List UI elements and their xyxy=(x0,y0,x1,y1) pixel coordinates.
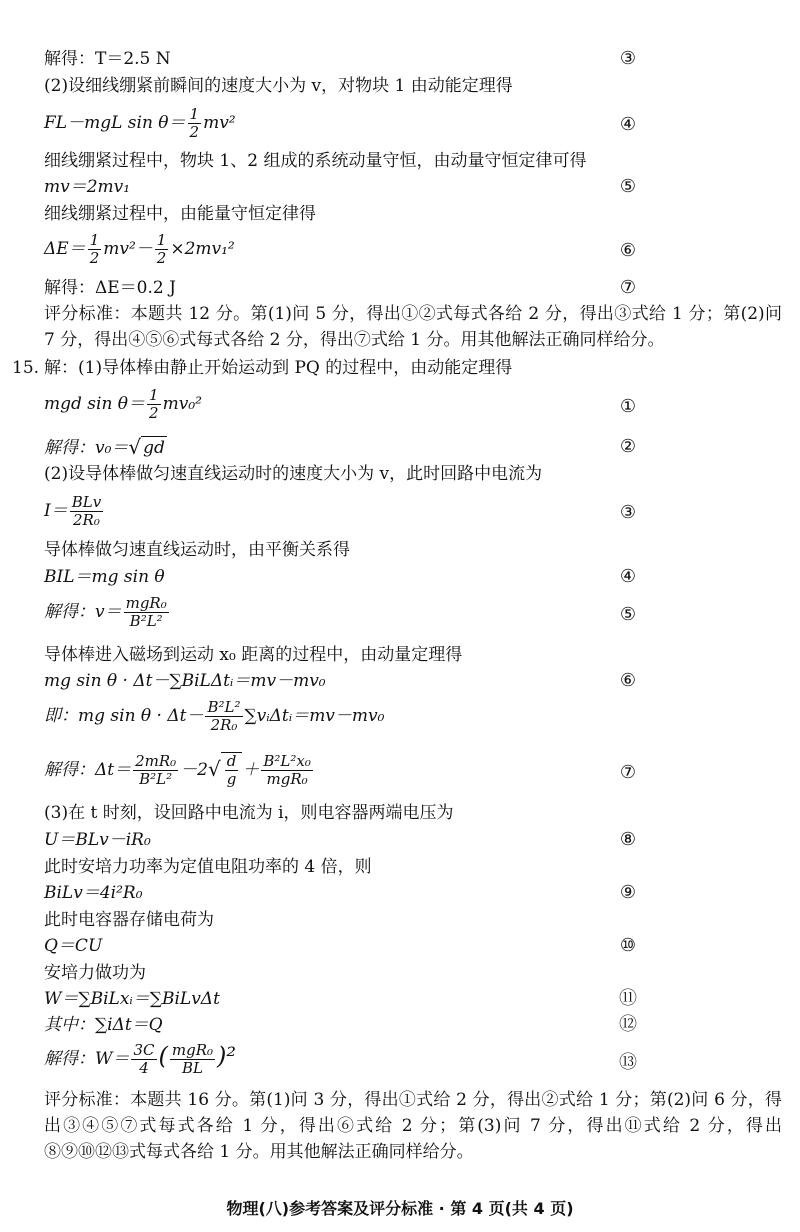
denominator: 2R₀ xyxy=(210,716,238,734)
denominator: 2 xyxy=(156,249,167,267)
fraction xyxy=(188,106,202,141)
q15-line-p2: (2)设导体棒做匀速直线运动时的速度大小为 v，此时回路中电流为 xyxy=(44,464,543,484)
q15-line-t11: 安培力做功为 xyxy=(44,963,146,983)
denominator: 2 xyxy=(149,404,159,422)
paren-close: )² xyxy=(217,1042,237,1070)
numerator: B²L² xyxy=(207,698,241,716)
q14-eq-6 xyxy=(44,232,644,267)
q15-eq-1 xyxy=(44,387,644,422)
fraction xyxy=(124,595,169,630)
sqrt-body: gd xyxy=(143,438,165,458)
q14-eq-4 xyxy=(44,106,644,141)
eq-marker: ⑬ xyxy=(619,1052,637,1073)
numerator: 2mR₀ xyxy=(135,752,177,770)
q15-line-t4: 导体棒做匀速直线运动时，由平衡关系得 xyxy=(44,540,350,560)
fraction xyxy=(133,753,178,788)
denominator: B²L² xyxy=(139,770,173,788)
eq-text: mv²－ xyxy=(103,239,153,259)
q15-scoring: 评分标准：本题共 16 分。第(1)问 3 分，得出①式给 2 分，得出②式给 1 分；第(2)问 6 分，得出③④⑤⑦式每式各给 1 分，得出⑥式给 2 分；第(3)问 7 分，得出⑪式给 2 分，得出⑧⑨⑩⑫⑬式每式各给 1 分。用其他解法正确同样给分。 xyxy=(44,1090,782,1162)
eq-marker: ⑪ xyxy=(619,988,637,1009)
eq-marker: ⑧ xyxy=(619,829,637,850)
numerator: mgR₀ xyxy=(171,1041,214,1059)
question-number: 15. xyxy=(12,358,40,378)
sqrt-body xyxy=(221,752,243,788)
eq-text: ＋ xyxy=(242,760,260,780)
eq-marker: ⑦ xyxy=(619,277,637,298)
numerator: BLv xyxy=(71,493,102,511)
q15-head: 解：(1)导体棒由静止开始运动到 PQ 的过程中，由动能定理得 xyxy=(44,358,513,378)
numerator: 1 xyxy=(156,231,167,249)
q15-eq-4: BIL＝mg sin θ xyxy=(44,567,165,587)
numerator: 1 xyxy=(89,231,100,249)
eq-text: mv₀² xyxy=(162,394,202,414)
q14-line-8: 解得：ΔE＝0.2 J xyxy=(44,278,176,298)
denominator: 2 xyxy=(189,123,200,141)
eq-text: 解得：W＝ xyxy=(44,1049,130,1069)
eq-text: mv² xyxy=(203,113,236,133)
fraction xyxy=(155,232,169,267)
eq-text: 即：mg sin θ · Δt－ xyxy=(44,706,204,726)
eq-marker: ⑥ xyxy=(619,240,637,261)
fraction xyxy=(131,1042,156,1077)
q15-line-t6: 导体棒进入磁场到运动 x₀ 距离的过程中，由动量定理得 xyxy=(44,645,463,665)
fraction xyxy=(225,753,239,788)
q15-eq-10: Q＝CU xyxy=(44,936,103,956)
denominator: mgR₀ xyxy=(266,770,308,788)
eq-marker: ⑫ xyxy=(619,1014,637,1035)
eq-marker: ③ xyxy=(619,48,637,69)
eq-text: mgd sin θ＝ xyxy=(44,394,146,414)
eq-marker: ② xyxy=(619,436,637,457)
eq-marker: ⑤ xyxy=(619,604,637,625)
eq-text: ×2mv₁² xyxy=(170,239,235,259)
eq-text: ΔE＝ xyxy=(44,239,86,259)
eq-marker: ⑥ xyxy=(619,670,637,691)
q15-line-p3: (3)在 t 时刻，设回路中电流为 i，则电容器两端电压为 xyxy=(44,803,454,823)
fraction xyxy=(88,232,102,267)
q15-line-t9: 此时安培力功率为定值电阻功率的 4 倍，则 xyxy=(44,857,372,877)
numerator: mgR₀ xyxy=(125,594,167,612)
q15-eq-8: U＝BLv－iR₀ xyxy=(44,830,151,850)
q15-eq-7 xyxy=(44,752,644,788)
q15-eq-13 xyxy=(44,1042,644,1077)
page-footer: 物理(八)参考答案及评分标准 · 第 4 页(共 4 页) xyxy=(226,1199,574,1218)
q15-eq-5 xyxy=(44,595,644,630)
eq-text: 解得：v＝ xyxy=(44,602,122,622)
eq-marker: ⑨ xyxy=(619,882,637,903)
q15-eq-2 xyxy=(44,436,644,459)
paren-open: ( xyxy=(158,1042,168,1070)
numerator: 3C xyxy=(133,1041,155,1059)
q15-eq-9: BiLv＝4i²R₀ xyxy=(44,883,143,903)
q14-line-4: 细线绷紧过程中，物块 1、2 组成的系统动量守恒，由动量守恒定律可得 xyxy=(44,151,587,171)
fraction xyxy=(70,494,103,529)
eq-text: ∑vᵢΔtᵢ＝mv－mv₀ xyxy=(244,706,385,726)
eq-marker: ⑩ xyxy=(619,935,637,956)
sqrt-sign: √ xyxy=(128,435,142,459)
numerator: B²L²x₀ xyxy=(263,752,311,770)
numerator: d xyxy=(226,752,237,770)
eq-text: 解得：v₀＝ xyxy=(44,438,129,458)
q14-line-1: 解得：T＝2.5 N xyxy=(44,49,171,69)
q14-eq-5: mv＝2mv₁ xyxy=(44,177,131,197)
eq-text: FL－mgL sin θ＝ xyxy=(44,113,186,133)
q15-eq-11: W＝∑BiLxᵢ＝∑BiLvΔt xyxy=(44,989,220,1009)
eq-marker: ③ xyxy=(619,502,637,523)
fraction xyxy=(261,753,312,788)
denominator: 2 xyxy=(89,249,100,267)
fraction xyxy=(205,699,242,734)
eq-marker: ④ xyxy=(619,114,637,135)
sqrt-sign: √ xyxy=(208,757,221,781)
numerator: 1 xyxy=(149,386,159,404)
q15-line-t10: 此时电容器存储电荷为 xyxy=(44,910,214,930)
eq-text: I＝ xyxy=(44,501,68,521)
eq-marker: ④ xyxy=(619,566,637,587)
denominator: BL xyxy=(181,1059,203,1077)
eq-text: －2 xyxy=(180,760,209,780)
denominator: B²L² xyxy=(129,612,163,630)
denominator: 4 xyxy=(139,1059,149,1077)
eq-marker: ⑤ xyxy=(619,176,637,197)
eq-marker: ① xyxy=(619,396,637,417)
q15-eq-12: 其中：∑iΔt＝Q xyxy=(44,1015,163,1035)
numerator: 1 xyxy=(189,105,200,123)
denominator: g xyxy=(226,770,237,788)
q14-line-6: 细线绷紧过程中，由能量守恒定律得 xyxy=(44,204,316,224)
fraction xyxy=(170,1042,215,1077)
denominator: 2R₀ xyxy=(73,511,100,529)
eq-text: 解得：Δt＝ xyxy=(44,760,132,780)
q14-line-2: (2)设细线绷紧前瞬间的速度大小为 v，对物块 1 由动能定理得 xyxy=(44,76,513,96)
q15-eq-6b xyxy=(44,699,644,734)
q15-eq-3 xyxy=(44,494,644,529)
fraction xyxy=(147,387,161,422)
eq-marker: ⑦ xyxy=(619,762,637,783)
q15-eq-6: mg sin θ · Δt－∑BiLΔtᵢ＝mv－mv₀ xyxy=(44,671,326,691)
q14-scoring: 评分标准：本题共 12 分。第(1)问 5 分，得出①②式每式各给 2 分，得出③式给 1 分；第(2)问 7 分，得出④⑤⑥式每式各给 2 分，得出⑦式给 1 分。用其他解法正确同样给分。 xyxy=(44,304,782,350)
